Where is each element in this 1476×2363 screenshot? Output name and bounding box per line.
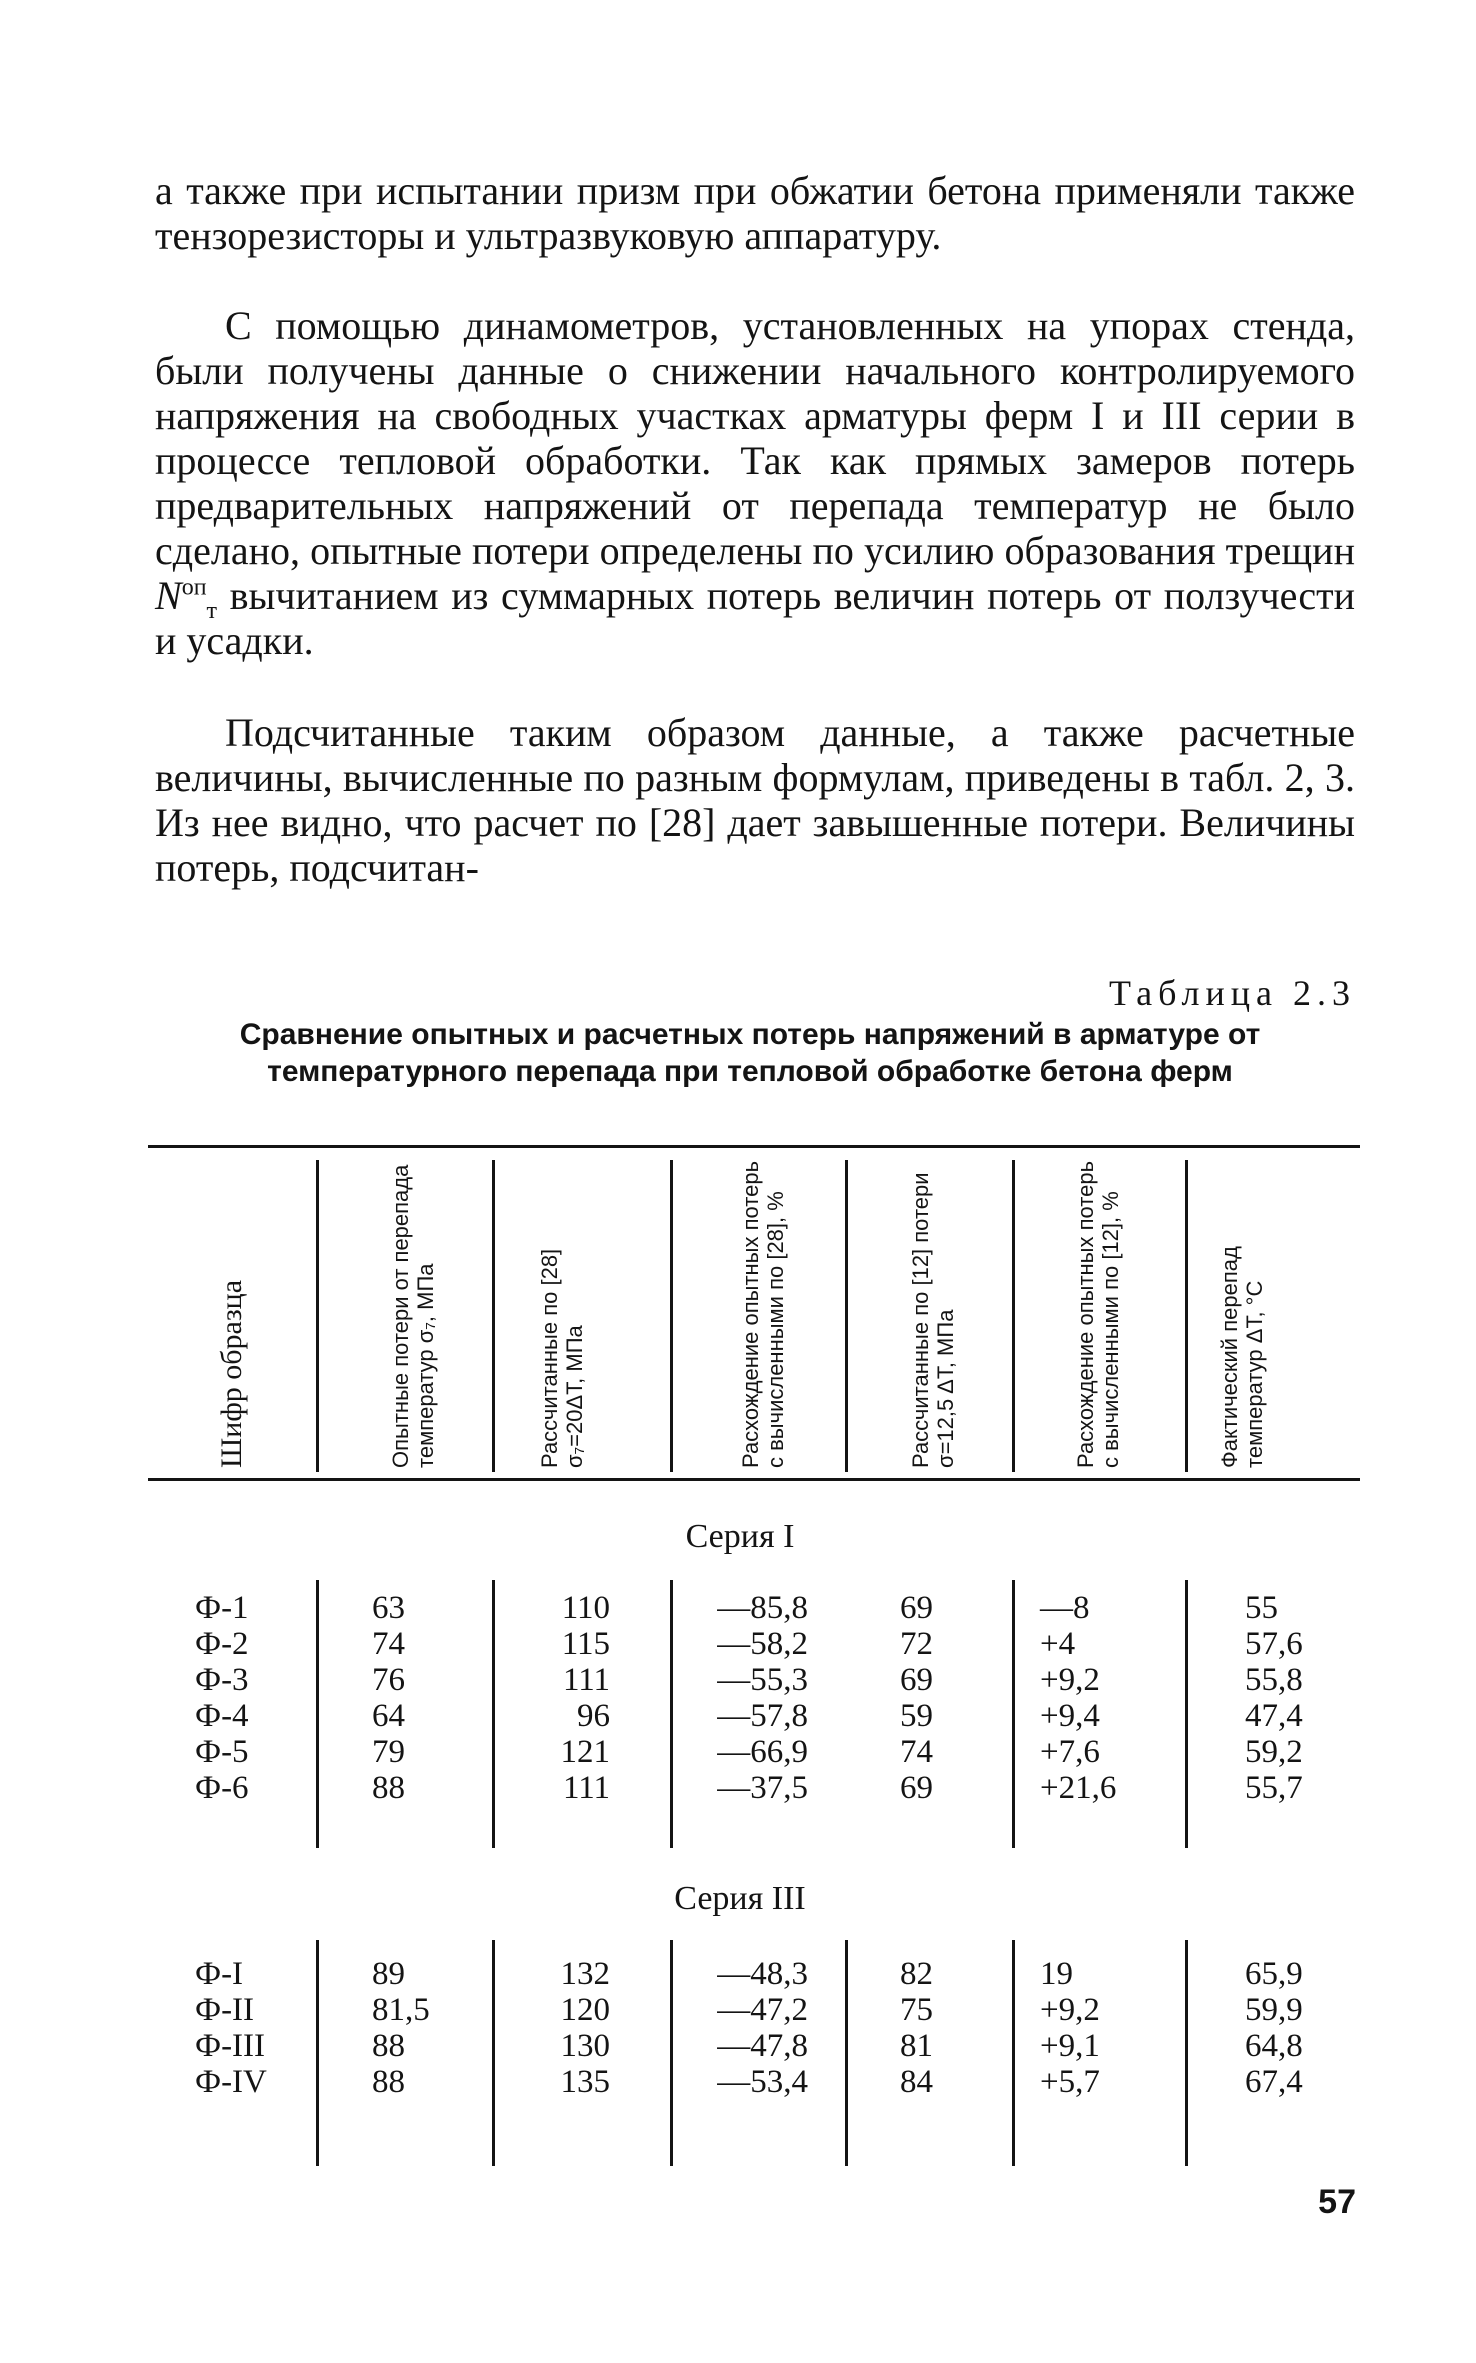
cell-diff-12: +4	[1040, 1626, 1076, 1662]
cell-experimental: 89	[372, 1956, 405, 1992]
body-divider	[316, 1580, 319, 1848]
table-header-rule	[148, 1478, 1360, 1481]
column-header-calc-28: Рассчитанные по [28] σ₇=20ΔT, МПа	[537, 1248, 587, 1468]
cell-experimental: 79	[372, 1734, 405, 1770]
cell-code: Ф-3	[195, 1662, 249, 1698]
paragraph-2-text-b: вычитанием из суммарных потерь величин потерь от ползучести и усадки.	[155, 573, 1355, 663]
page-number: 57	[1318, 2183, 1356, 2221]
cell-delta-t: 67,4	[1245, 2064, 1303, 2100]
cell-calc-12: 72	[900, 1626, 933, 1662]
paragraph-2	[155, 303, 1355, 663]
cell-code: Ф-4	[195, 1698, 249, 1734]
cell-code: Ф-II	[195, 1992, 255, 2028]
cell-delta-t: 65,9	[1245, 1956, 1303, 1992]
column-header-delta-t: Фактический перепад температур ΔT, °С	[1217, 1246, 1267, 1468]
body-divider	[492, 1580, 495, 1848]
header-divider	[316, 1160, 319, 1472]
body-divider	[316, 1940, 319, 2166]
cell-delta-t: 55	[1245, 1590, 1278, 1626]
table-top-rule	[148, 1145, 1360, 1148]
cell-calc-28: 115	[561, 1626, 610, 1662]
cell-calc-12: 74	[900, 1734, 933, 1770]
table-title: Сравнение опытных и расчетных потерь напряжений в арматуре от температурного перепада при тепловой обработке бетона ферм	[239, 1018, 1261, 1088]
column-header-experimental: Опытные потери от перепада температур σ₇, МПа	[388, 1164, 438, 1468]
cell-diff-12: +7,6	[1040, 1734, 1100, 1770]
cell-diff-28: —48,3	[717, 1956, 808, 1992]
paragraph-2-text-a: С помощью динамометров, установленных на упорах стенда, были получены данные о снижении начального контролируемого напряжения на свободных участках арматуры ферм I и III серии в процессе тепловой обработки. Так как прямых замеров потерь предварительных напряжений от перепада температур не было сделано, опытные потери определены по усилию образования трещин	[155, 303, 1355, 573]
cell-code: Ф-IV	[195, 2064, 267, 2100]
cell-code: Ф-5	[195, 1734, 249, 1770]
symbol-n: N	[155, 573, 182, 618]
body-divider	[1185, 1940, 1188, 2166]
cell-calc-12: 59	[900, 1698, 933, 1734]
cell-diff-12: +9,2	[1040, 1992, 1100, 2028]
header-divider	[1185, 1160, 1188, 1472]
cell-experimental: 63	[372, 1590, 405, 1626]
cell-calc-28: 130	[560, 2028, 610, 2064]
symbol-superscript: оп	[181, 574, 207, 601]
cell-delta-t: 47,4	[1245, 1698, 1303, 1734]
header-divider	[1012, 1160, 1015, 1472]
cell-experimental: 88	[372, 2028, 405, 2064]
symbol-subscript: т	[206, 598, 218, 624]
paragraph-1: а также при испытании призм при обжатии бетона применяли также тензорезисторы и ультразвуковую аппаратуру.	[155, 168, 1355, 258]
cell-delta-t: 55,8	[1245, 1662, 1303, 1698]
body-divider	[492, 1940, 495, 2166]
cell-calc-12: 69	[900, 1662, 933, 1698]
body-divider	[670, 1940, 673, 2166]
column-header-calc-12: Рассчитанные по [12] потери σ=12,5 ΔT, МПа	[908, 1172, 958, 1468]
header-divider	[492, 1160, 495, 1472]
cell-diff-12: 19	[1040, 1956, 1073, 1992]
cell-delta-t: 59,9	[1245, 1992, 1303, 2028]
cell-code: Ф-1	[195, 1590, 249, 1626]
column-header-code: Шифр образца	[215, 1279, 248, 1468]
cell-delta-t: 64,8	[1245, 2028, 1303, 2064]
cell-diff-28: —47,8	[717, 2028, 808, 2064]
cell-calc-28: 121	[560, 1734, 610, 1770]
cell-diff-28: —85,8	[717, 1590, 808, 1626]
cell-diff-12: +5,7	[1040, 2064, 1100, 2100]
cell-code: Ф-6	[195, 1770, 249, 1806]
cell-diff-28: —47,2	[717, 1992, 808, 2028]
cell-delta-t: 59,2	[1245, 1734, 1303, 1770]
body-divider	[845, 1940, 848, 2166]
body-divider	[670, 1580, 673, 1848]
cell-delta-t: 55,7	[1245, 1770, 1303, 1806]
cell-diff-28: —57,8	[717, 1698, 808, 1734]
series-label: Серия I	[685, 1518, 795, 1555]
cell-calc-12: 69	[900, 1590, 933, 1626]
cell-calc-28: 132	[560, 1956, 610, 1992]
cell-experimental: 81,5	[372, 1992, 430, 2028]
body-divider	[1012, 1580, 1015, 1848]
cell-code: Ф-III	[195, 2028, 266, 2064]
cell-code: Ф-I	[195, 1956, 244, 1992]
cell-calc-28: 135	[560, 2064, 610, 2100]
header-divider	[845, 1160, 848, 1472]
cell-calc-28: 111	[562, 1662, 610, 1698]
cell-experimental: 76	[372, 1662, 405, 1698]
cell-experimental: 64	[372, 1698, 405, 1734]
column-header-diff-28: Расхождение опытных потерь с вычисленными по [28], %	[738, 1160, 788, 1468]
cell-calc-28: 96	[577, 1698, 610, 1734]
cell-code: Ф-2	[195, 1626, 249, 1662]
cell-calc-12: 69	[900, 1770, 933, 1806]
cell-calc-28: 120	[560, 1992, 610, 2028]
cell-calc-12: 84	[900, 2064, 933, 2100]
cell-calc-12: 81	[900, 2028, 933, 2064]
cell-calc-12: 75	[900, 1992, 933, 2028]
body-divider	[1185, 1580, 1188, 1848]
cell-diff-28: —37,5	[717, 1770, 808, 1806]
series-label: Серия III	[674, 1880, 806, 1917]
cell-diff-28: —55,3	[717, 1662, 808, 1698]
table-number: Таблица 2.3	[1109, 973, 1356, 1013]
body-divider	[1012, 1940, 1015, 2166]
column-header-diff-12: Расхождение опытных потерь с вычисленными по [12], %	[1073, 1160, 1123, 1468]
cell-diff-12: +21,6	[1040, 1770, 1117, 1806]
cell-diff-12: —8	[1040, 1590, 1090, 1626]
cell-diff-28: —58,2	[717, 1626, 808, 1662]
cell-calc-28: 110	[561, 1590, 610, 1626]
cell-experimental: 74	[372, 1626, 405, 1662]
cell-diff-28: —66,9	[717, 1734, 808, 1770]
cell-experimental: 88	[372, 2064, 405, 2100]
cell-experimental: 88	[372, 1770, 405, 1806]
header-divider	[670, 1160, 673, 1472]
paragraph-3: Подсчитанные таким образом данные, а также расчетные величины, вычисленные по разным формулам, приведены в табл. 2, 3. Из нее видно, что расчет по [28] дает завышенные потери. Величины потерь, подсчитан-	[155, 710, 1355, 890]
cell-delta-t: 57,6	[1245, 1626, 1303, 1662]
cell-diff-28: —53,4	[717, 2064, 808, 2100]
cell-calc-28: 111	[562, 1770, 610, 1806]
cell-diff-12: +9,1	[1040, 2028, 1100, 2064]
cell-diff-12: +9,4	[1040, 1698, 1100, 1734]
cell-calc-12: 82	[900, 1956, 933, 1992]
cell-diff-12: +9,2	[1040, 1662, 1100, 1698]
